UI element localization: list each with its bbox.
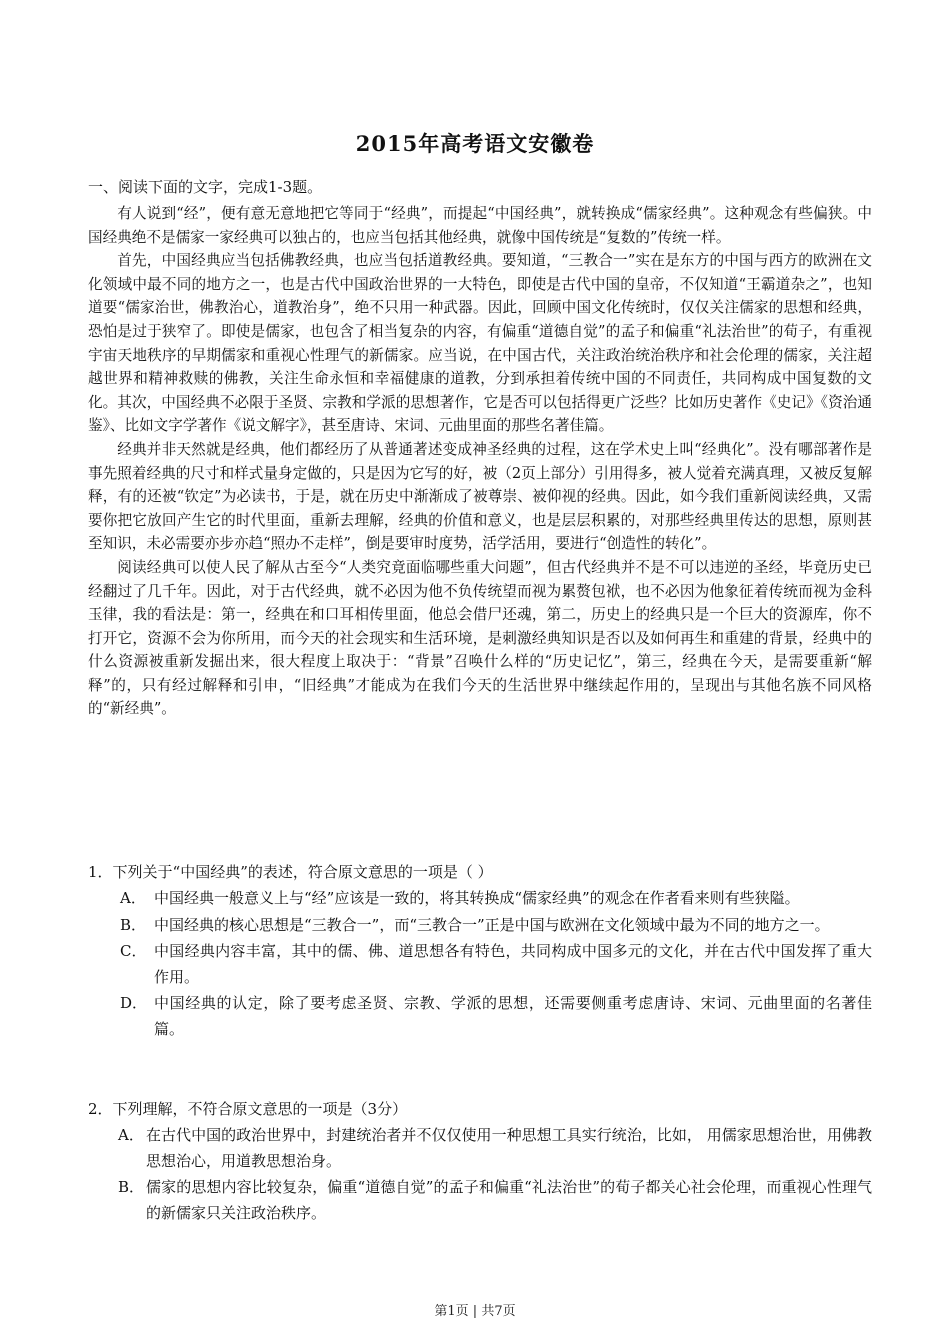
passage-paragraph: 阅读经典可以使人民了解从古至今“人类究竟面临哪些重大问题”，但古代经典并不是不可以违逆的圣经，毕竟历史已经翻过了几千年。因此，对于古代经典，就不必因为他不负传统望而视为累赘包袱，也不必因为他象征着传统而视为金科玉律，我的看法是：第一，经典在和口耳相传里面，他总会借尸还魂，第二，历史上的经典只是一个巨大的资源库，你不打开它，资源不会为你所用，而今天的社会现实和生活环境，是刺激经典知识是否以及如何再生和重建的背景，经典中的什么资源被重新发掘出来，很大程度上取决于：“背景”召唤什么样的“历史记忆”，第三，经典在今天，是需要重新“解释”的，只有经过解释和引申，“旧经典”才能成为在我们今天的生活世界中继续起作用的，呈现出与其他名族不同风格的“新经典”。	[88, 558, 872, 718]
reading-passage	[88, 202, 872, 721]
option-letter: B．	[120, 915, 147, 934]
option-letter: D．	[120, 994, 148, 1012]
option-letter: A．	[118, 1126, 144, 1144]
section-heading: 一、阅读下面的文字，完成1-3题。	[88, 178, 323, 196]
option-text: 中国经典的认定，除了要考虑圣贤、宗教、学派的思想，还需要侧重考虑唐诗、宋词、元曲里面的名著佳篇。	[154, 994, 872, 1038]
option-a	[88, 1123, 872, 1174]
option-text: 中国经典一般意义上与“经”应该是一致的，将其转换成“儒家经典”的观念在作者看来则有些狭隘。	[154, 889, 800, 907]
option-letter: A．	[120, 889, 146, 907]
option-b	[88, 1175, 872, 1226]
question-stem: 1．下列关于“中国经典”的表述，符合原文意思的一项是（ ）	[88, 863, 493, 881]
option-text: 在古代中国的政治世界中，封建统治者并不仅仅使用一种思想工具实行统治，比如， 用儒家思想治世，用佛教思想治心，用道教思想治身。	[146, 1126, 872, 1170]
question-stem: 2．下列理解，不符合原文意思的一项是（3分）	[88, 1100, 408, 1118]
passage-paragraph: 有人说到“经”，便有意无意地把它等同于“经典”，而提起“中国经典”，就转换成“儒家经典”。这种观念有些偏狭。中国经典绝不是儒家一家经典可以独占的，也应当包括其他经典，就像中国传统是“复数的”传统一样。	[88, 205, 872, 246]
passage-paragraph: 首先，中国经典应当包括佛教经典，也应当包括道教经典。要知道，“三教合一”实在是东方的中国与西方的欧洲在文化领域中最不同的地方之一，也是古代中国政治世界的一大特色，即使是古代中国的皇帝，不仅知道“王霸道杂之”，也知道要“儒家治世，佛教治心，道教治身”，绝不只用一种武器。因此，回顾中国文化传统时，仅仅关注儒家的思想和经典，恐怕是过于狭窄了。即使是儒家，也包含了相当复杂的内容，有偏重“道德自觉”的孟子和偏重“礼法治世”的荀子，有重视宇宙天地秩序的早期儒家和重视心性理气的新儒家。应当说，在中国古代，关注政治统治秩序和社会伦理的儒家，关注超越世界和精神救赎的佛教，关注生命永恒和幸福健康的道教，分到承担着传统中国的不同责任，共同构成中国复数的文化。其次，中国经典不必限于圣贤、宗教和学派的思想著作，它是否可以包括得更广泛些？比如历史著作《史记》《资治通鉴》、比如文字学著作《说文解字》，甚至唐诗、宋词、元曲里面的那些名著佳篇。	[88, 252, 872, 435]
option-letter: B．	[118, 1178, 145, 1196]
document-title: 2015年高考语文安徽卷	[355, 131, 595, 156]
option-text: 中国经典内容丰富，其中的儒、佛、道思想各有特色，共同构成中国多元的文化，并在古代中国发挥了重大作用。	[154, 942, 872, 986]
question-1	[88, 859, 872, 1043]
question-2	[88, 1096, 872, 1226]
option-c	[88, 939, 872, 990]
page-footer: 第1页 | 共7页	[434, 1304, 516, 1319]
option-b	[88, 913, 872, 939]
option-text: 儒家的思想内容比较复杂，偏重“道德自觉”的孟子和偏重“礼法治世”的荀子都关心社会伦理，而重视心性理气的新儒家只关注政治秩序。	[146, 1178, 872, 1222]
passage-paragraph: 经典并非天然就是经典，他们都经历了从普通著述变成神圣经典的过程，这在学术史上叫“经典化”。没有哪部著作是事先照着经典的尺寸和样式量身定做的，只是因为它写的好，被（2页上部分）引用得多，被人觉着充满真理，又被反复解释，有的还被“钦定”为必读书，于是，就在历史中渐渐成了被尊崇、被仰视的经典。因此，如今我们重新阅读经典，又需要你把它放回产生它的时代里面，重新去理解，经典的价值和意义，也是层层积累的，对那些经典里传达的思想，原则甚至知识，未必需要亦步亦趋“照办不走样”，倒是要审时度势，活学活用，要进行“创造性的转化”。	[88, 440, 872, 553]
option-text: 中国经典的核心思想是“三教合一”，而“三教合一”正是中国与欧洲在文化领域中最为不同的地方之一。	[154, 915, 830, 934]
option-d	[88, 991, 872, 1042]
option-a	[88, 886, 872, 912]
option-letter: C．	[120, 942, 147, 960]
